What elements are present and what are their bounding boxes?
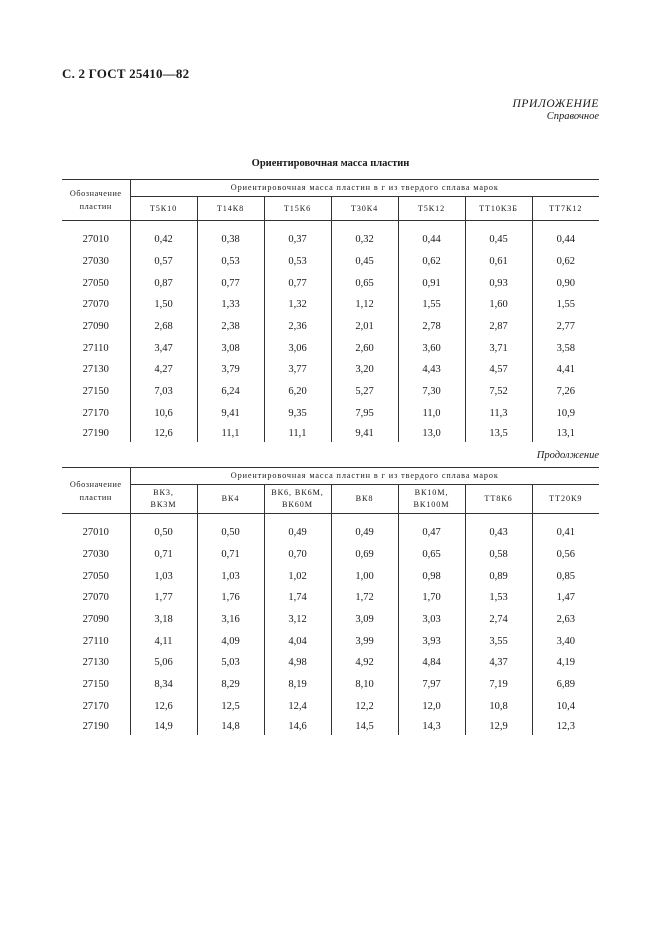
mass-cell: 2,38 (197, 316, 264, 338)
mass-cell: 0,87 (130, 272, 197, 294)
column-header (398, 485, 465, 514)
mass-cell: 14,3 (398, 717, 465, 735)
mass-cell: 0,38 (197, 221, 264, 251)
designation-cell: 27190 (82, 720, 109, 732)
mass-cell: 9,35 (264, 403, 331, 425)
mass-cell: 1,33 (197, 294, 264, 316)
designation-cell: 27170 (82, 700, 109, 712)
column-header-line: ВК60М (282, 500, 313, 509)
table-row (62, 221, 599, 251)
mass-cell: 12,9 (465, 717, 532, 735)
mass-cell: 8,19 (264, 674, 331, 696)
designation-cell: 27010 (82, 527, 109, 539)
mass-cell: 0,53 (264, 251, 331, 273)
designation-cell: 27050 (82, 570, 109, 582)
mass-cell: 0,89 (465, 565, 532, 587)
mass-cell: 13,0 (398, 424, 465, 442)
mass-cell: 3,55 (465, 630, 532, 652)
mass-cell: 2,60 (331, 337, 398, 359)
mass-cell: 0,43 (465, 514, 532, 544)
mass-cell: 5,06 (130, 652, 197, 674)
mass-cell: 14,5 (331, 717, 398, 735)
mass-cell: 3,12 (264, 609, 331, 631)
table-row (62, 652, 599, 674)
mass-cell: 12,6 (130, 696, 197, 718)
column-header (465, 197, 532, 221)
mass-cell: 0,71 (130, 544, 197, 566)
mass-cell: 1,47 (532, 587, 599, 609)
mass-cell: 0,91 (398, 272, 465, 294)
mass-cell: 10,6 (130, 403, 197, 425)
mass-cell: 0,44 (398, 221, 465, 251)
mass-cell: 3,18 (130, 609, 197, 631)
column-header (130, 485, 197, 514)
designation-cell: 27110 (82, 342, 109, 354)
mass-cell: 1,53 (465, 587, 532, 609)
mass-cell: 3,47 (130, 337, 197, 359)
mass-cell: 0,62 (532, 251, 599, 273)
mass-cell: 0,45 (465, 221, 532, 251)
mass-cell: 0,42 (130, 221, 197, 251)
column-header (331, 197, 398, 221)
mass-cell: 1,55 (532, 294, 599, 316)
mass-cell: 2,78 (398, 316, 465, 338)
table-row (62, 316, 599, 338)
mass-cell: 1,02 (264, 565, 331, 587)
table-row (62, 717, 599, 735)
column-header (398, 197, 465, 221)
mass-cell: 0,70 (264, 544, 331, 566)
mass-cell: 0,98 (398, 565, 465, 587)
mass-cell: 0,32 (331, 221, 398, 251)
mass-table-1 (62, 179, 599, 442)
mass-cell: 1,60 (465, 294, 532, 316)
mass-cell: 8,10 (331, 674, 398, 696)
table-row (62, 544, 599, 566)
mass-cell: 1,00 (331, 565, 398, 587)
mass-cell: 10,4 (532, 696, 599, 718)
mass-cell: 8,29 (197, 674, 264, 696)
designation-cell: 27150 (82, 679, 109, 691)
mass-cell: 0,49 (264, 514, 331, 544)
mass-cell: 3,93 (398, 630, 465, 652)
mass-cell: 0,45 (331, 251, 398, 273)
mass-cell: 2,01 (331, 316, 398, 338)
mass-cell: 13,5 (465, 424, 532, 442)
designation-cell: 27070 (82, 592, 109, 604)
table-row (62, 630, 599, 652)
designation-cell: 27110 (82, 635, 109, 647)
mass-cell: 0,50 (130, 514, 197, 544)
column-header-line: ТТ10К3Б (479, 203, 518, 213)
mass-cell: 2,68 (130, 316, 197, 338)
column-header (264, 485, 331, 514)
designation-header: Обозначение пластин (62, 468, 130, 514)
designation-cell: 27050 (82, 277, 109, 289)
mass-cell: 4,04 (264, 630, 331, 652)
mass-cell: 10,9 (532, 403, 599, 425)
designation-cell: 27030 (82, 256, 109, 268)
mass-cell: 3,03 (398, 609, 465, 631)
mass-cell: 0,65 (331, 272, 398, 294)
mass-cell: 12,6 (130, 424, 197, 442)
mass-cell: 3,16 (197, 609, 264, 631)
mass-cell: 0,49 (331, 514, 398, 544)
mass-cell: 12,5 (197, 696, 264, 718)
column-header (465, 485, 532, 514)
table-row (62, 424, 599, 442)
mass-cell: 0,65 (398, 544, 465, 566)
mass-cell: 0,61 (465, 251, 532, 273)
mass-cell: 7,97 (398, 674, 465, 696)
mass-cell: 14,9 (130, 717, 197, 735)
mass-cell: 0,93 (465, 272, 532, 294)
mass-cell: 6,89 (532, 674, 599, 696)
mass-cell: 4,98 (264, 652, 331, 674)
mass-cell: 3,60 (398, 337, 465, 359)
mass-cell: 14,8 (197, 717, 264, 735)
mass-cell: 0,53 (197, 251, 264, 273)
mass-cell: 3,08 (197, 337, 264, 359)
page-header: С. 2 ГОСТ 25410—82 (62, 66, 190, 81)
mass-cell: 0,50 (197, 514, 264, 544)
designation-cell: 27090 (82, 321, 109, 333)
mass-cell: 1,32 (264, 294, 331, 316)
mass-cell: 4,57 (465, 359, 532, 381)
table-row (62, 674, 599, 696)
mass-cell: 0,77 (264, 272, 331, 294)
table-row (62, 359, 599, 381)
column-header-line: ВК10М, (414, 488, 449, 497)
mass-cell: 4,11 (130, 630, 197, 652)
mass-cell: 1,12 (331, 294, 398, 316)
mass-cell: 0,62 (398, 251, 465, 273)
mass-cell: 9,41 (331, 424, 398, 442)
column-header-line: ТТ8К6 (484, 494, 513, 503)
mass-cell: 1,74 (264, 587, 331, 609)
mass-cell: 2,74 (465, 609, 532, 631)
mass-cell: 0,37 (264, 221, 331, 251)
appendix-title: ПРИЛОЖЕНИЕ (512, 98, 599, 110)
column-header (532, 197, 599, 221)
mass-cell: 0,56 (532, 544, 599, 566)
table-row (62, 403, 599, 425)
mass-cell: 11,0 (398, 403, 465, 425)
mass-cell: 0,71 (197, 544, 264, 566)
mass-cell: 4,19 (532, 652, 599, 674)
column-header-line: Т14К8 (216, 203, 245, 213)
column-header-line: ТТ20К9 (549, 494, 583, 503)
column-header-line: ВК3М (150, 500, 177, 509)
mass-cell: 3,09 (331, 609, 398, 631)
mass-cell: 3,06 (264, 337, 331, 359)
mass-cell: 12,2 (331, 696, 398, 718)
table-row (62, 337, 599, 359)
table-row (62, 514, 599, 544)
mass-cell: 11,1 (264, 424, 331, 442)
table-title: Ориентировочная масса пластин (251, 158, 410, 169)
mass-cell: 7,30 (398, 381, 465, 403)
table-row (62, 565, 599, 587)
mass-cell: 10,8 (465, 696, 532, 718)
appendix-label (513, 98, 599, 122)
column-header (264, 197, 331, 221)
column-header-line: ВК6, ВК6М, (271, 488, 324, 497)
column-header-line: ВК4 (221, 494, 240, 503)
mass-cell: 5,27 (331, 381, 398, 403)
column-header-line: ВК3, (153, 488, 174, 497)
mass-cell: 7,03 (130, 381, 197, 403)
mass-cell: 11,1 (197, 424, 264, 442)
mass-cell: 1,50 (130, 294, 197, 316)
designation-cell: 27150 (82, 386, 109, 398)
mass-cell: 4,09 (197, 630, 264, 652)
mass-cell: 4,92 (331, 652, 398, 674)
mass-cell: 12,0 (398, 696, 465, 718)
column-header-line: Т15К6 (283, 203, 312, 213)
mass-cell: 2,63 (532, 609, 599, 631)
designation-cell: 27130 (82, 657, 109, 669)
column-header (331, 485, 398, 514)
mass-cell: 7,26 (532, 381, 599, 403)
mass-cell: 4,37 (465, 652, 532, 674)
mass-cell: 9,41 (197, 403, 264, 425)
mass-cell: 8,34 (130, 674, 197, 696)
mass-cell: 3,77 (264, 359, 331, 381)
mass-cell: 1,77 (130, 587, 197, 609)
mass-cell: 1,70 (398, 587, 465, 609)
mass-cell: 3,20 (331, 359, 398, 381)
column-header (197, 485, 264, 514)
mass-cell: 7,95 (331, 403, 398, 425)
mass-cell: 4,27 (130, 359, 197, 381)
mass-cell: 7,19 (465, 674, 532, 696)
column-header-line: ВК8 (355, 494, 374, 503)
mass-cell: 7,52 (465, 381, 532, 403)
mass-cell: 0,44 (532, 221, 599, 251)
column-header (197, 197, 264, 221)
column-header-line: ТТ7К12 (549, 203, 583, 213)
continued-label: Продолжение (536, 450, 599, 461)
column-header-line: Т5К10 (149, 203, 178, 213)
appendix-subtitle: Справочное (546, 111, 599, 122)
group-header: Ориентировочная масса пластин в г из твердого сплава марок (130, 468, 599, 485)
mass-cell: 5,03 (197, 652, 264, 674)
designation-cell: 27010 (82, 234, 109, 246)
mass-cell: 0,69 (331, 544, 398, 566)
mass-cell: 0,47 (398, 514, 465, 544)
mass-cell: 1,55 (398, 294, 465, 316)
table-row (62, 696, 599, 718)
mass-cell: 0,90 (532, 272, 599, 294)
mass-cell: 1,76 (197, 587, 264, 609)
mass-cell: 3,79 (197, 359, 264, 381)
designation-cell: 27070 (82, 299, 109, 311)
mass-cell: 12,4 (264, 696, 331, 718)
table-row (62, 381, 599, 403)
mass-table-2 (62, 467, 599, 735)
column-header-line: Т5К12 (417, 203, 446, 213)
mass-cell: 13,1 (532, 424, 599, 442)
mass-cell: 1,72 (331, 587, 398, 609)
column-header (532, 485, 599, 514)
designation-cell: 27170 (82, 407, 109, 419)
designation-header: Обозначение пластин (62, 180, 130, 221)
mass-cell: 1,03 (130, 565, 197, 587)
table-row (62, 251, 599, 273)
designation-cell: 27190 (82, 427, 109, 439)
mass-cell: 0,77 (197, 272, 264, 294)
mass-cell: 6,24 (197, 381, 264, 403)
mass-cell: 3,99 (331, 630, 398, 652)
mass-cell: 0,85 (532, 565, 599, 587)
designation-cell: 27130 (82, 364, 109, 376)
mass-cell: 0,58 (465, 544, 532, 566)
table-row (62, 609, 599, 631)
column-header-line: ВК100М (413, 500, 450, 509)
mass-cell: 3,71 (465, 337, 532, 359)
mass-cell: 1,03 (197, 565, 264, 587)
column-header (130, 197, 197, 221)
mass-cell: 0,57 (130, 251, 197, 273)
mass-cell: 11,3 (465, 403, 532, 425)
mass-cell: 3,58 (532, 337, 599, 359)
mass-cell: 4,41 (532, 359, 599, 381)
column-header-line: Т30К4 (350, 203, 379, 213)
mass-cell: 2,87 (465, 316, 532, 338)
mass-cell: 4,43 (398, 359, 465, 381)
mass-cell: 12,3 (532, 717, 599, 735)
group-header: Ориентировочная масса пластин в г из твердого сплава марок (130, 180, 599, 197)
mass-cell: 2,77 (532, 316, 599, 338)
designation-cell: 27090 (82, 614, 109, 626)
mass-cell: 4,84 (398, 652, 465, 674)
mass-cell: 3,40 (532, 630, 599, 652)
mass-cell: 6,20 (264, 381, 331, 403)
table-row (62, 587, 599, 609)
mass-cell: 0,41 (532, 514, 599, 544)
table-row (62, 272, 599, 294)
table-row (62, 294, 599, 316)
mass-cell: 2,36 (264, 316, 331, 338)
designation-cell: 27030 (82, 549, 109, 561)
mass-cell: 14,6 (264, 717, 331, 735)
